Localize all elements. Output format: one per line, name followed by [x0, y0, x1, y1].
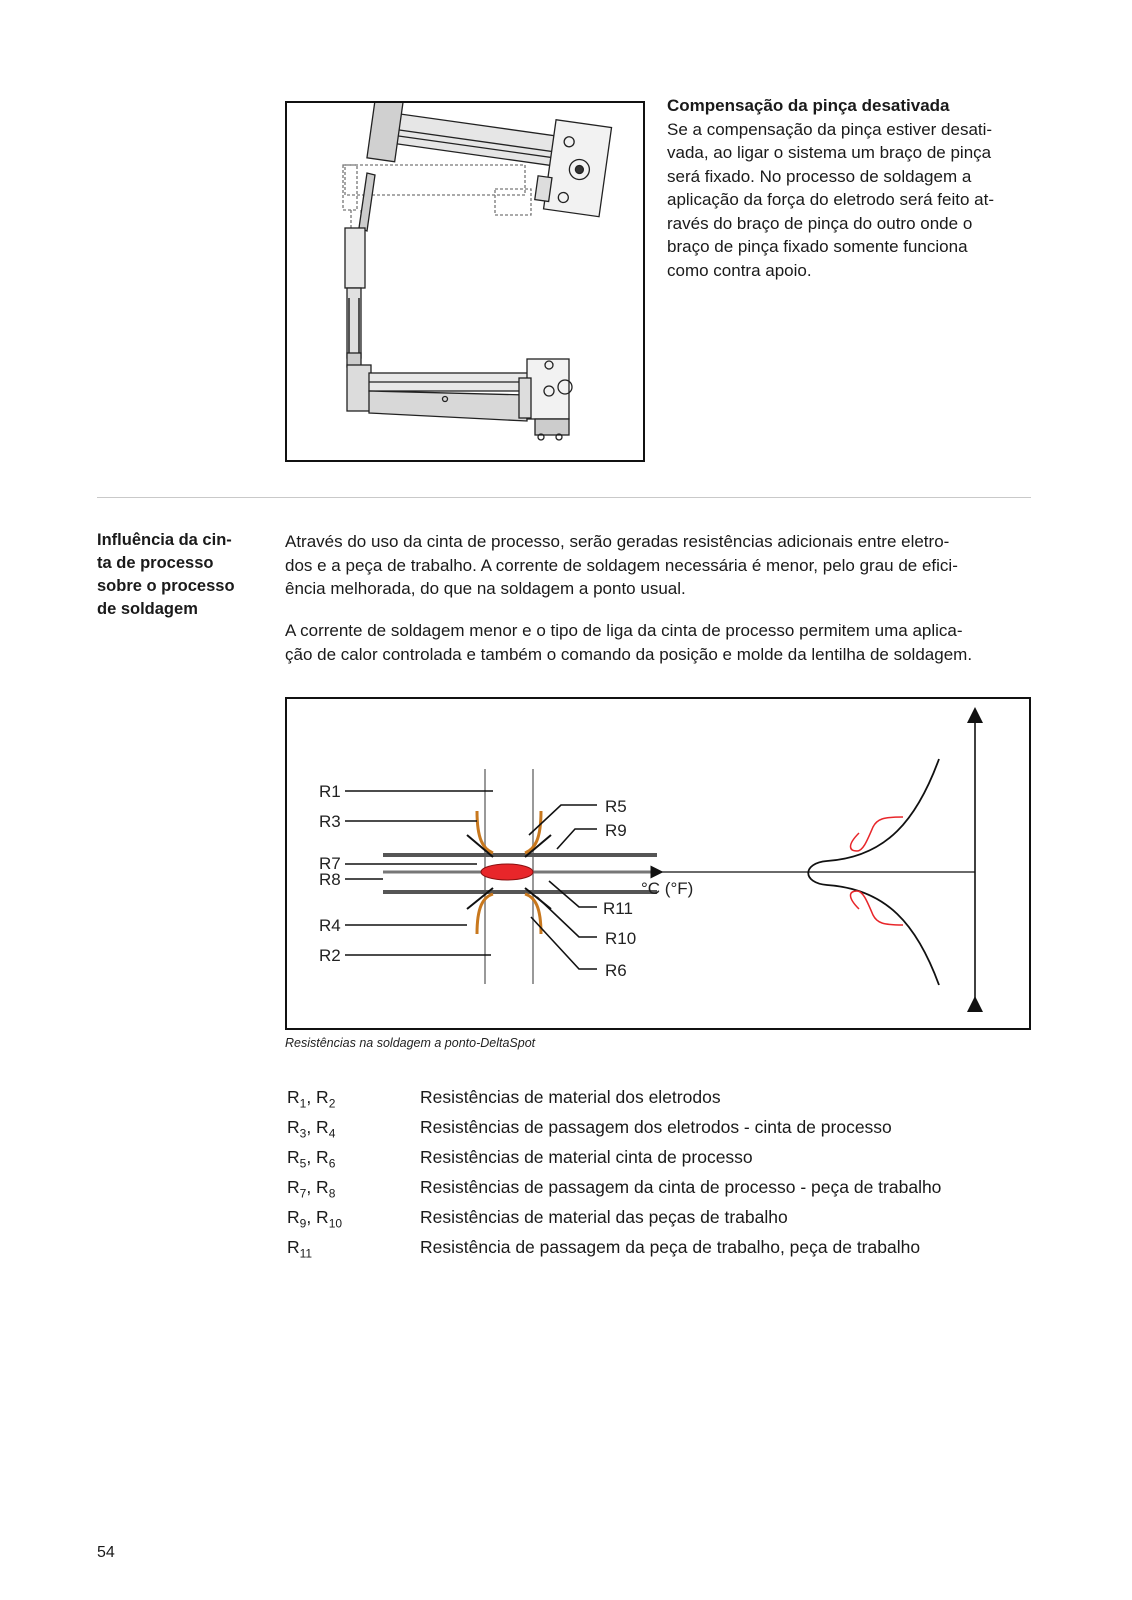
label-r6: R6	[605, 961, 627, 980]
side-heading-line: ta de processo	[97, 554, 214, 572]
side-heading-line: Influência da cin-	[97, 531, 232, 549]
side-heading-line: sobre o processo	[97, 577, 235, 595]
paragraph-1	[285, 530, 1045, 601]
legend-description: Resistências de passagem dos eletrodos - cinta de processo	[420, 1117, 892, 1137]
legend-symbol: $R_3$, $R_4$	[287, 1117, 336, 1141]
side-heading-line: de soldagem	[97, 600, 198, 618]
legend-symbol: $R_{11}$	[287, 1237, 313, 1261]
legend-row	[287, 1177, 1047, 1207]
label-r4: R4	[319, 916, 341, 935]
resistance-diagram	[285, 697, 1031, 1030]
legend-description: Resistências de material das peças de trabalho	[420, 1207, 788, 1227]
body-line: vada, ao ligar o sistema um braço de pinça	[667, 143, 992, 162]
section-heading: Compensação da pinça desativada	[667, 96, 950, 115]
figure-caption: Resistências na soldagem a ponto-DeltaSpot	[285, 1036, 536, 1050]
paragraph-line: dos e a peça de trabalho. A corrente de soldagem necessária é menor, pelo grau de efici-	[285, 555, 958, 575]
label-r3: R3	[319, 812, 341, 831]
legend-symbol: $R_9$, $R_{10}$	[287, 1207, 343, 1231]
temperature-profile-tape-lower	[851, 891, 904, 925]
body-line: como contra apoio.	[667, 260, 812, 280]
paragraph-line: A corrente de soldagem menor e o tipo de liga da cinta de processo permitem uma aplica-	[285, 621, 963, 640]
legend-row	[287, 1117, 1047, 1147]
label-r11: R11	[603, 899, 633, 918]
legend-row	[287, 1147, 1047, 1177]
legend-symbol: $R_1$, $R_2$	[287, 1087, 336, 1111]
paragraph-line: ção de calor controlada e também o comando da posição e molde da lentilha de soldagem.	[285, 644, 973, 664]
top-text-block	[667, 94, 1047, 282]
label-r10: R10	[605, 929, 637, 948]
welding-gun-drawing	[287, 103, 643, 460]
legend-description: Resistência de passagem da peça de trabalho, peça de trabalho	[420, 1237, 921, 1257]
legend-description: Resistências de material dos eletrodos	[420, 1087, 721, 1107]
side-heading	[97, 529, 267, 621]
legend-list	[287, 1087, 1047, 1277]
label-r1: R1	[319, 782, 341, 801]
label-temperature: °C (°F)	[641, 879, 694, 898]
paragraph-2	[285, 619, 1045, 666]
legend-description: Resistências de material cinta de processo	[420, 1147, 753, 1167]
legend-description: Resistências de passagem da cinta de processo - peça de trabalho	[420, 1177, 942, 1197]
welding-gun-figure	[285, 101, 645, 462]
legend-row	[287, 1087, 1047, 1117]
page-number: 54	[97, 1544, 115, 1561]
label-r5: R5	[605, 797, 627, 816]
resistance-diagram-svg	[287, 699, 1029, 1028]
body-line: aplicação da força do eletrodo será feito at-	[667, 190, 994, 209]
label-r8: R8	[319, 870, 341, 889]
label-r9: R9	[605, 821, 627, 840]
legend-symbol: $R_7$, $R_8$	[287, 1177, 336, 1201]
legend-row	[287, 1207, 1047, 1237]
body-line: Se a compensação da pinça estiver desati-	[667, 119, 993, 139]
paragraph-line: ência melhorada, do que na soldagem a ponto usual.	[285, 579, 686, 598]
label-r7: R7	[319, 854, 341, 873]
body-line: ravés do braço de pinça do outro onde o	[667, 213, 973, 233]
section-divider	[97, 497, 1031, 498]
legend-row	[287, 1237, 1047, 1267]
body-line: braço de pinça fixado somente funciona	[667, 237, 968, 256]
weld-lens	[481, 864, 533, 880]
body-line: será fixado. No processo de soldagem a	[667, 166, 972, 186]
legend-symbol: $R_5$, $R_6$	[287, 1147, 336, 1171]
paragraph-line: Através do uso da cinta de processo, serão geradas resistências adicionais entre eletro-	[285, 532, 950, 551]
label-r2: R2	[319, 946, 341, 965]
